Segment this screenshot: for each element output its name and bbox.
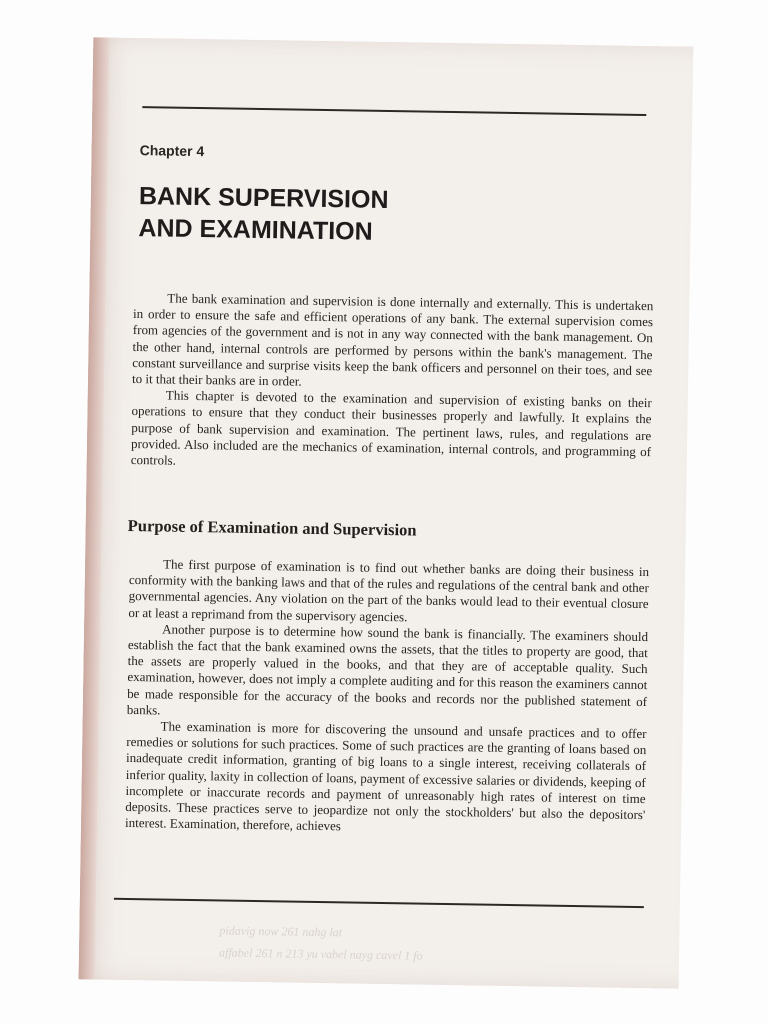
section-heading: Purpose of Examination and Supervision [127,515,417,540]
book-page [79,37,694,988]
chapter-title-line: BANK SUPERVISION [138,182,389,214]
section-text [125,556,649,840]
intro-text [131,290,654,476]
top-rule [142,106,646,116]
bleed-through-handwriting [219,919,640,970]
intro-paragraph: The bank examination and supervision is done internally and externally. This is undertaken in order to ensure the safe and efficient operations of any bank. The external supervision comes from agencies of the government and is not in any way connected with the bank management. On the other hand, internal controls are performed by persons within the bank's management. The constant surveillance and surprise visits keep the bank officers and personnel on their toes, and see to it that their banks are in order. [131,290,654,389]
section-paragraph: Another purpose is to determine how sound the bank is financially. The examiners should establish the fact that the bank examined owns the assets, that the titles to property are good, that the assets are properly valued in the books, and that they are of acceptable quality. Such examination, however, does not imply a complete auditing and for this reason the examiners cannot be made responsible for the accuracy of the books and records nor the published statement of banks. [126,621,649,718]
bottom-rule [114,898,644,908]
bleed-through-line: affabel 261 n 213 yu vabel nayg cavel 1 fo [218,945,423,963]
chapter-label: Chapter 4 [139,142,205,160]
bleed-through-line: pidavig now 261 nahg lat [219,923,343,940]
section-paragraph: The examination is more for discovering the unsound and unsafe practices and to offer remedies or solutions for such practices. Some of such practices are the granting of loans based on inadequate credit information, granting of big loans to a single interest, receiving collaterals of inferior quality, laxity in collection of loans, payment of excessive salaries or dividends, keeping of incomplete or inaccurate records and payment of unreasonably high rates of interest on time deposits. These practices serve to jeopardize not only the stockholders' but also the depositors' interest. Examination, therefore, achieves [124,718,647,834]
section-paragraph: The first purpose of examination is to find out whether banks are doing their business in conformity with the banking laws and that of the rules and regulations of the central bank and other governmental agencies. Any violation on the part of the banks would lead to their eventual closure or at least a reprimand from the supervisory agencies. [128,556,650,624]
page-binding-shadow [79,37,110,979]
chapter-title [138,180,519,250]
chapter-title-line: AND EXAMINATION [138,214,373,246]
intro-paragraph: This chapter is devoted to the examination and supervision of existing banks on their operations to ensure that they conduct their businesses properly and lawfully. It explains the purpose of bank supervision and examination. The pertinent laws, rules, and regulations are provided. Also included are the mechanics of examination, internal controls, and programming of controls. [130,387,652,468]
